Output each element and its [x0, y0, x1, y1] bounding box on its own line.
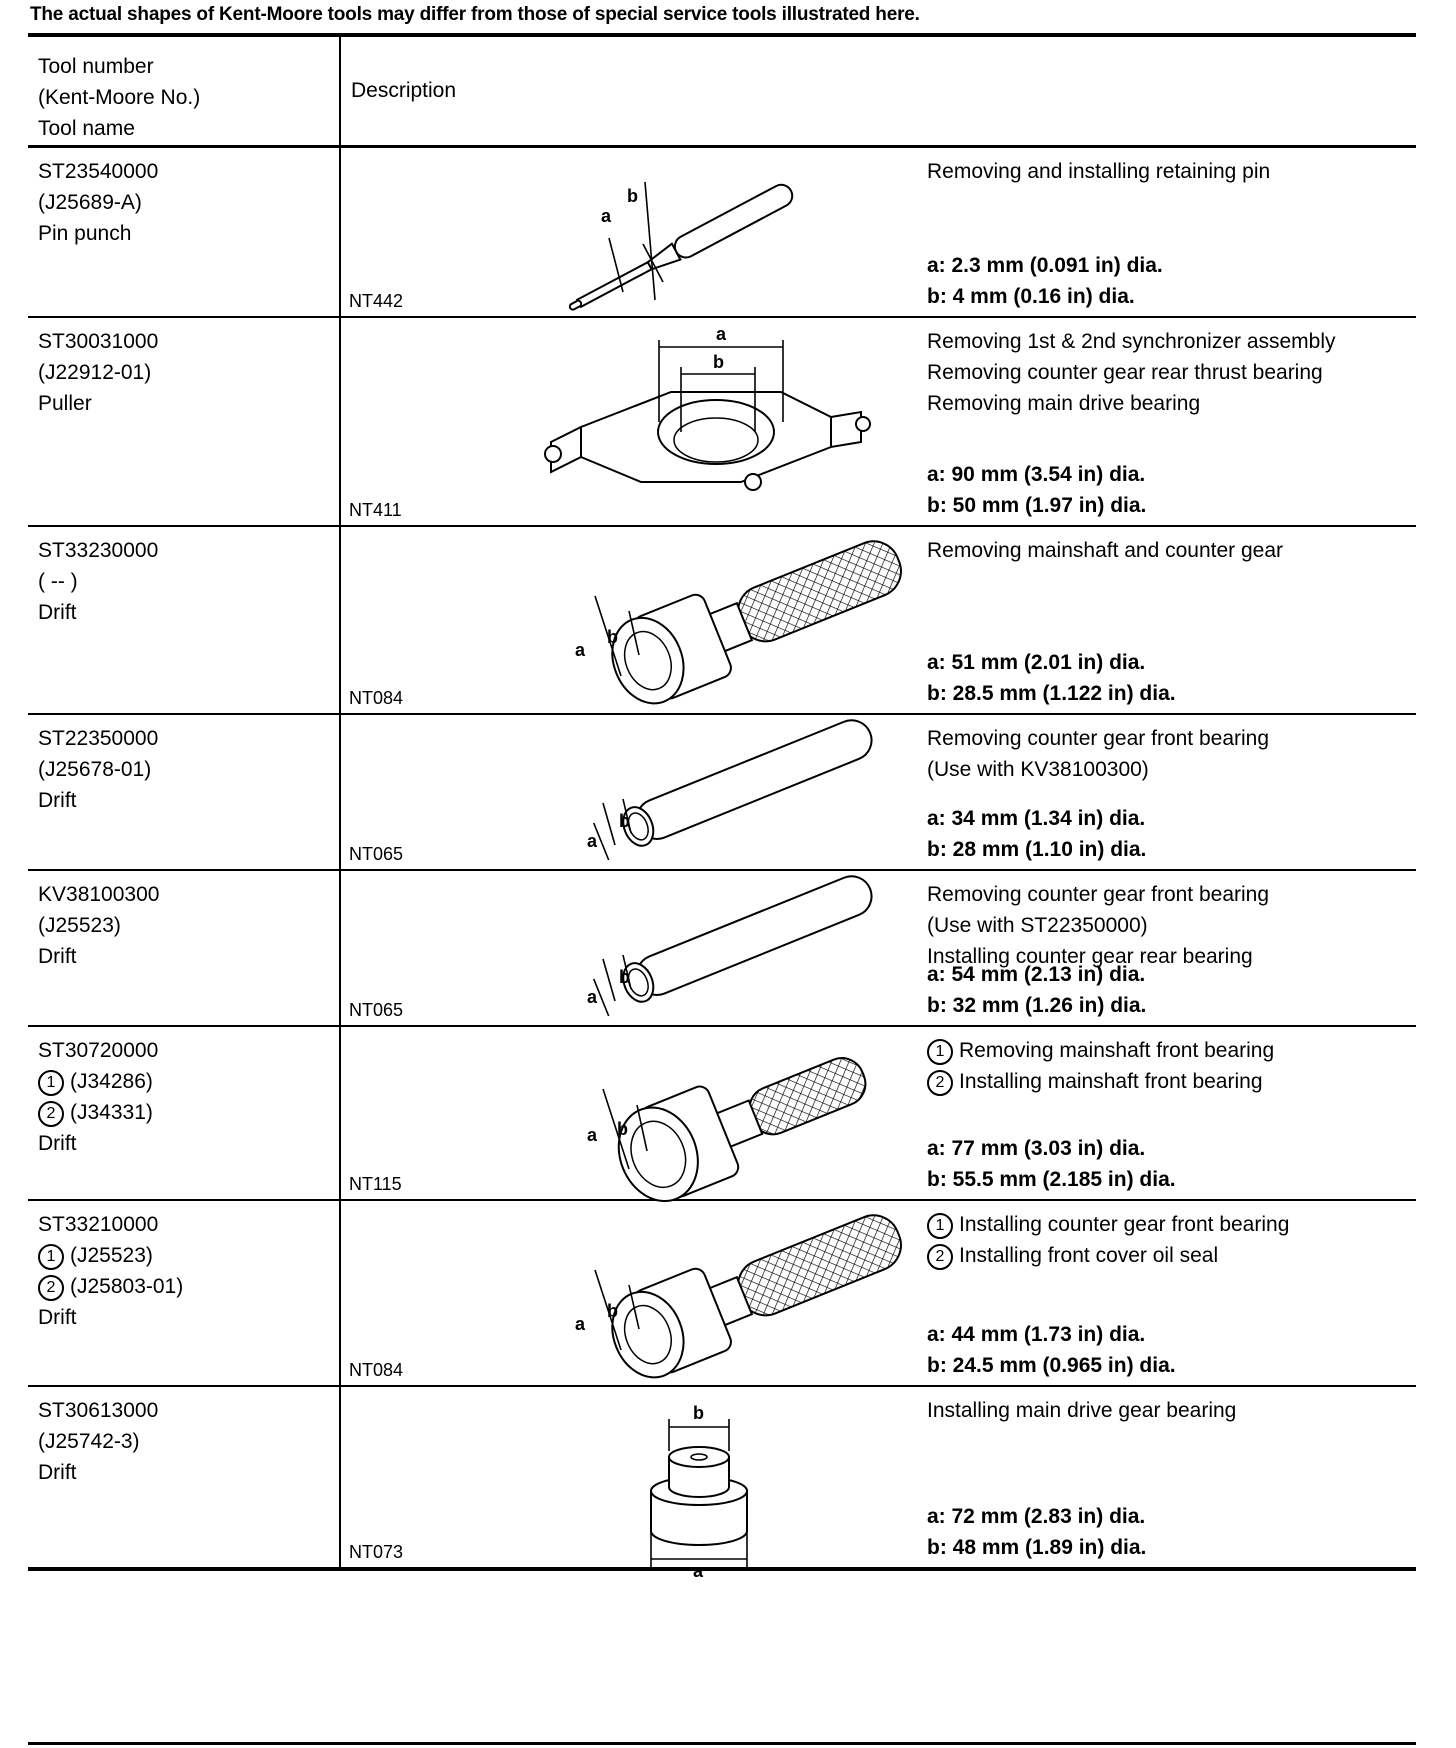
table-row: [28, 1200, 1416, 1386]
dimension-b: b: 28.5 mm (1.122 in) dia.: [927, 682, 1176, 705]
tool-name: Pin punch: [38, 221, 132, 245]
tool-number: ST23540000: [38, 159, 159, 183]
description-cell: [340, 1200, 1416, 1386]
usage-list: [927, 156, 1270, 187]
header-tool-name: Tool name: [38, 117, 135, 140]
dimension-list: [927, 647, 1176, 709]
dimension-b: b: 4 mm (0.16 in) dia.: [927, 285, 1135, 308]
tool-cell: [28, 146, 340, 317]
dim-label-a: a: [575, 1314, 586, 1334]
tool-name: Puller: [38, 392, 92, 415]
use-line: Removing counter gear front bearing: [927, 883, 1270, 906]
header-description: Description: [340, 35, 1416, 146]
dimension-b: b: 55.5 mm (2.185 in) dia.: [927, 1168, 1176, 1191]
tool-name: Drift: [38, 1461, 77, 1484]
page-note: The actual shapes of Kent-Moore tools may differ from those of special service tools illustrated here.: [30, 4, 920, 25]
usage-list: [927, 535, 1283, 566]
dimension-a: a: 2.3 mm (0.091 in) dia.: [927, 254, 1163, 277]
dim-label-a: a: [601, 205, 612, 226]
dim-label-a: a: [693, 1561, 704, 1581]
header-tool-number: Tool number: [38, 55, 154, 78]
dimension-list: [927, 459, 1146, 521]
figure-code: NT065: [349, 844, 404, 864]
figure-code: NT442: [349, 291, 404, 311]
kent-moore-number: (J22912-01): [38, 361, 152, 384]
dimension-a: a: 54 mm (2.13 in) dia.: [927, 963, 1146, 986]
dim-label-b: b: [607, 627, 618, 647]
dimension-a: a: 51 mm (2.01 in) dia.: [927, 651, 1146, 674]
usage-list: [927, 723, 1269, 785]
tool-name: Drift: [38, 789, 77, 812]
description-cell: [340, 526, 1416, 714]
tool-number: ST33210000: [38, 1213, 159, 1236]
tool-number: ST30031000: [38, 330, 159, 353]
dimension-b: b: 24.5 mm (0.965 in) dia.: [927, 1354, 1176, 1377]
table-row: [28, 1026, 1416, 1200]
table-header-row: [28, 35, 1416, 146]
special-service-tools-table: [28, 33, 1416, 1581]
table-row: [28, 146, 1416, 317]
dimension-list: [927, 1133, 1176, 1195]
circled-number-icon: 2: [38, 1101, 64, 1127]
dimension-list: [927, 803, 1146, 865]
dimension-a: a: 77 mm (3.03 in) dia.: [927, 1137, 1146, 1160]
figure-code: NT073: [349, 1542, 404, 1562]
dim-label-b: b: [713, 352, 724, 372]
tool-name: Drift: [38, 945, 77, 968]
tool-number: ST33230000: [38, 539, 159, 562]
kent-moore-number: 1 (J34286): [38, 1066, 339, 1097]
usage-list: [927, 1209, 1289, 1271]
kent-moore-number: (J25742-3): [38, 1430, 140, 1453]
dimension-b: b: 48 mm (1.89 in) dia.: [927, 1536, 1147, 1559]
header-kent-moore: (Kent-Moore No.): [38, 86, 201, 109]
kent-moore-number: ( -- ): [38, 570, 78, 593]
use-line: (Use with ST22350000): [927, 914, 1148, 937]
tube-drift-illustration: [491, 875, 911, 1007]
dimension-list: [927, 1501, 1146, 1563]
tool-name: Drift: [38, 1306, 77, 1329]
tool-cell: [28, 1386, 340, 1569]
header-tool-column: [28, 35, 340, 146]
use-line: Removing mainshaft and counter gear: [927, 539, 1284, 562]
kent-moore-number: 2 (J34331): [38, 1097, 339, 1128]
tool-number: ST30613000: [38, 1399, 159, 1422]
description-cell: [340, 714, 1416, 870]
figure-code: NT084: [349, 1360, 404, 1380]
puller-illustration: [491, 322, 911, 501]
circled-number-icon: 1: [927, 1039, 953, 1065]
stepped-drift-illustration: [491, 1391, 911, 1581]
tool-number: KV38100300: [38, 883, 160, 906]
dim-label-b: b: [607, 1301, 618, 1321]
use-line: (Use with KV38100300): [927, 758, 1149, 781]
dimension-list: [927, 250, 1163, 312]
kent-moore-number: (J25689-A): [38, 190, 142, 214]
description-cell: [340, 1026, 1416, 1200]
table-row: [28, 526, 1416, 714]
tool-cell: [28, 870, 340, 1026]
tool-cell: [28, 1200, 340, 1386]
pin-punch-illustration: [491, 152, 911, 293]
dimension-a: a: 72 mm (2.83 in) dia.: [927, 1505, 1146, 1528]
dimension-b: b: 28 mm (1.10 in) dia.: [927, 838, 1147, 861]
tool-cell: [28, 1026, 340, 1200]
circled-number-icon: 1: [38, 1244, 64, 1270]
usage-list: [927, 1395, 1236, 1426]
tool-cell: [28, 714, 340, 870]
kent-moore-number: 1 (J25523): [38, 1240, 339, 1271]
dim-label-b: b: [619, 967, 630, 987]
tool-cell: [28, 317, 340, 526]
dimension-list: [927, 1319, 1176, 1381]
circled-number-icon: 1: [38, 1070, 64, 1096]
description-cell: [340, 1386, 1416, 1581]
description-cell: [340, 146, 1416, 317]
short-knurled-drift-illustration: [491, 1031, 911, 1175]
use-line: Removing and installing retaining pin: [927, 159, 1271, 183]
dim-label-b: b: [617, 1119, 628, 1139]
use-line: 1 Installing counter gear front bearing: [927, 1209, 1289, 1240]
kent-moore-number: 2 (J25803-01): [38, 1271, 339, 1302]
use-line: Installing counter gear rear bearing: [927, 945, 1253, 968]
dim-label-b: b: [627, 185, 638, 206]
tube-drift-illustration: [491, 719, 911, 851]
description-cell: [340, 317, 1416, 526]
dimension-a: a: 44 mm (1.73 in) dia.: [927, 1323, 1146, 1346]
circled-number-icon: 2: [927, 1070, 953, 1096]
tool-cell: [28, 526, 340, 714]
dim-label-a: a: [575, 640, 586, 660]
circled-number-icon: 2: [38, 1275, 64, 1301]
description-cell: [340, 870, 1416, 1026]
dimension-list: [927, 959, 1146, 1021]
dimension-a: a: 34 mm (1.34 in) dia.: [927, 807, 1146, 830]
dim-label-a: a: [587, 987, 598, 1007]
figure-code: NT084: [349, 688, 404, 708]
dim-label-a: a: [716, 324, 727, 344]
dim-label-b: b: [693, 1403, 704, 1423]
dimension-b: b: 32 mm (1.26 in) dia.: [927, 994, 1147, 1017]
bottom-rule: [28, 1742, 1416, 1745]
dim-label-a: a: [587, 831, 598, 851]
kent-moore-number: (J25523): [38, 914, 121, 937]
table-row: [28, 870, 1416, 1026]
knurled-drift-illustration: [491, 1205, 911, 1361]
usage-list: [927, 1035, 1274, 1097]
tool-name: Drift: [38, 601, 77, 624]
use-line: 2 Installing front cover oil seal: [927, 1240, 1289, 1271]
use-line: Removing 1st & 2nd synchronizer assembly: [927, 330, 1336, 353]
kent-moore-number: (J25678-01): [38, 758, 152, 781]
dim-label-a: a: [587, 1125, 598, 1145]
dim-label-b: b: [619, 811, 630, 831]
use-line: Removing main drive bearing: [927, 392, 1201, 415]
table-row: [28, 317, 1416, 526]
circled-number-icon: 1: [927, 1213, 953, 1239]
use-line: 2 Installing mainshaft front bearing: [927, 1066, 1274, 1097]
use-line: Removing counter gear rear thrust bearing: [927, 361, 1323, 384]
dimension-b: b: 50 mm (1.97 in) dia.: [927, 494, 1147, 517]
knurled-drift-illustration: [491, 531, 911, 689]
table-row: [28, 714, 1416, 870]
tool-number: ST30720000: [38, 1039, 159, 1062]
table-row: [28, 1386, 1416, 1569]
use-line: 1 Removing mainshaft front bearing: [927, 1035, 1274, 1066]
use-line: Removing counter gear front bearing: [927, 727, 1270, 750]
tool-number: ST22350000: [38, 727, 159, 750]
dimension-a: a: 90 mm (3.54 in) dia.: [927, 463, 1146, 486]
tool-name: Drift: [38, 1132, 77, 1155]
use-line: Installing main drive gear bearing: [927, 1399, 1237, 1422]
figure-code: NT411: [349, 500, 402, 520]
figure-code: NT065: [349, 1000, 404, 1020]
circled-number-icon: 2: [927, 1244, 953, 1270]
figure-code: NT115: [349, 1174, 402, 1194]
usage-list: [927, 326, 1336, 419]
